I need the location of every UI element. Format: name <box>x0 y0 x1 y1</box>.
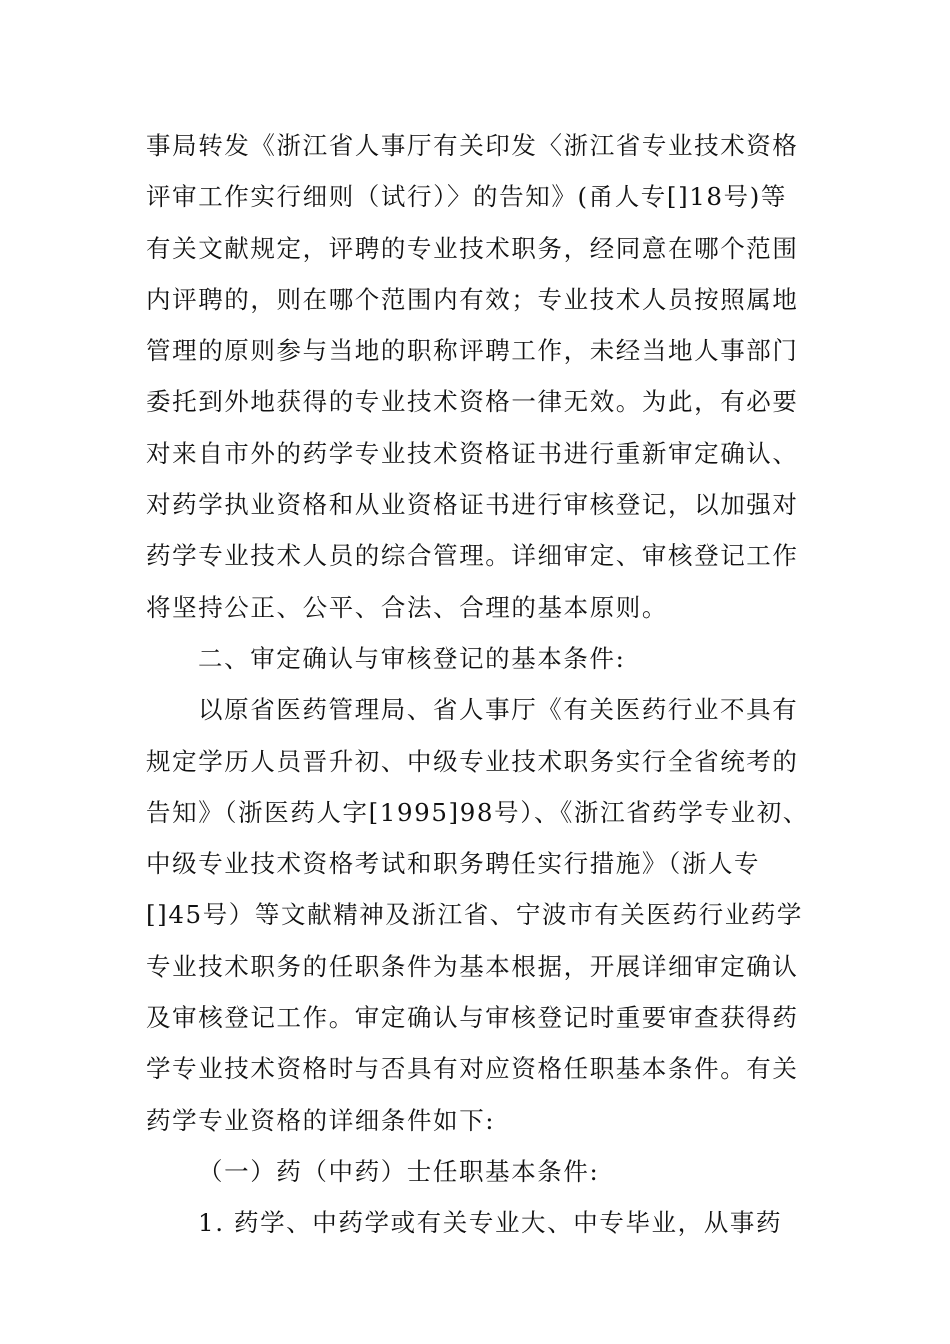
list-item: 1. 药学、中药学或有关专业大、中专毕业，从事药 <box>198 1208 783 1238</box>
text-line: 专业技术职务的任职条件为基本根据，开展详细审定确认 <box>146 951 799 981</box>
text-line: 事局转发《浙江省人事厅有关印发〈浙江省专业技术资格 <box>146 131 799 160</box>
text-line: 有关文献规定，评聘的专业技术职务，经同意在哪个范围 <box>146 233 799 263</box>
text-line: 药学专业技术人员的综合管理。详细审定、审核登记工作 <box>146 541 799 571</box>
text-line: 及审核登记工作。审定确认与审核登记时重要审查获得药 <box>146 1003 799 1033</box>
text-line: 规定学历人员晋升初、中级专业技术职务实行全省统考的 <box>146 746 799 776</box>
subsection-heading: （一）药（中药）士任职基本条件: <box>198 1156 600 1186</box>
text-line: 学专业技术资格时与否具有对应资格任职基本条件。有关 <box>146 1054 799 1084</box>
text-line: 委托到外地获得的专业技术资格一律无效。为此，有必要 <box>146 387 799 417</box>
text-line: 中级专业技术资格考试和职务聘任实行措施》（浙人专 <box>146 849 761 879</box>
body-text <box>146 120 816 1249</box>
text-line: 对药学执业资格和从业资格证书进行审核登记，以加强对 <box>146 490 799 520</box>
text-line: 告知》（浙医药人字[1995]98号）、《浙江省药学专业初、 <box>146 797 809 827</box>
text-line: 评审工作实行细则（试行）〉的告知》(甬人专[]18号)等 <box>146 182 787 212</box>
section-heading: 二、审定确认与审核登记的基本条件: <box>198 643 626 673</box>
text-line: 将坚持公正、公平、合法、合理的基本原则。 <box>146 592 668 622</box>
text-line: 管理的原则参与当地的职称评聘工作，未经当地人事部门 <box>146 336 799 366</box>
text-line: 以原省医药管理局、省人事厅《有关医药行业不具有 <box>198 695 799 725</box>
text-line: 对来自市外的药学专业技术资格证书进行重新审定确认、 <box>146 438 799 468</box>
text-line: 内评聘的，则在哪个范围内有效；专业技术人员按照属地 <box>146 284 799 314</box>
text-line: 药学专业资格的详细条件如下: <box>146 1105 496 1135</box>
text-line: []45号）等文献精神及浙江省、宁波市有关医药行业药学 <box>146 900 803 930</box>
